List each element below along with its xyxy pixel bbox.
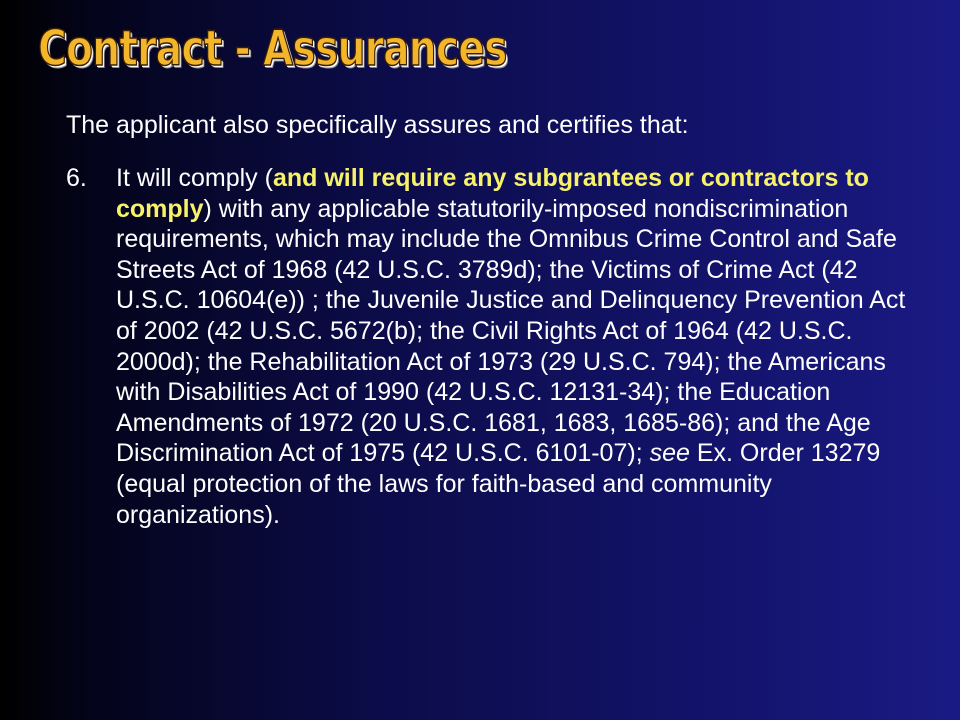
see-reference: see (649, 439, 690, 468)
item-number: 6. (66, 164, 87, 192)
list-item (66, 163, 912, 530)
item-text-part-2: ) with any applicable statutorily-imposed nondiscrimination requirements, which may include the Omnibus Crime Control and Safe Streets Act of 1968 (42 U.S.C. 3789d); the Victims of Crime Act (42 U.S.C. 10604(e)) ; the Juvenile Justice and Delinquency Prevention Act of 2002 (42 U.S.C. 5672(b); the Civil Rights Act of 1964 (42 U.S.C. 2000d); the Rehabilitation Act of 1973 (29 U.S.C. 794); the Americans with Disabilities Act of 1990 (42 U.S.C. 12131-34); the Education Amendments of 1972 (20 U.S.C. 1681, 1683, 1685-86); and the Age Discrimination Act of 1975 (42 U.S.C. 6101-07); (116, 194, 906, 468)
intro-text: The applicant also specifically assures and certifies that: (66, 111, 689, 139)
highlighted-phrase: and will require any subgrantees or contractors to comply (116, 164, 869, 223)
item-text-part-3: Ex. Order 13279 (equal protection of the laws for faith-based and community organizations). (116, 439, 881, 529)
item-body (116, 163, 912, 530)
slide-title: Contract - Assurances (38, 20, 507, 77)
item-text-part-1: It will comply ( (116, 164, 273, 192)
